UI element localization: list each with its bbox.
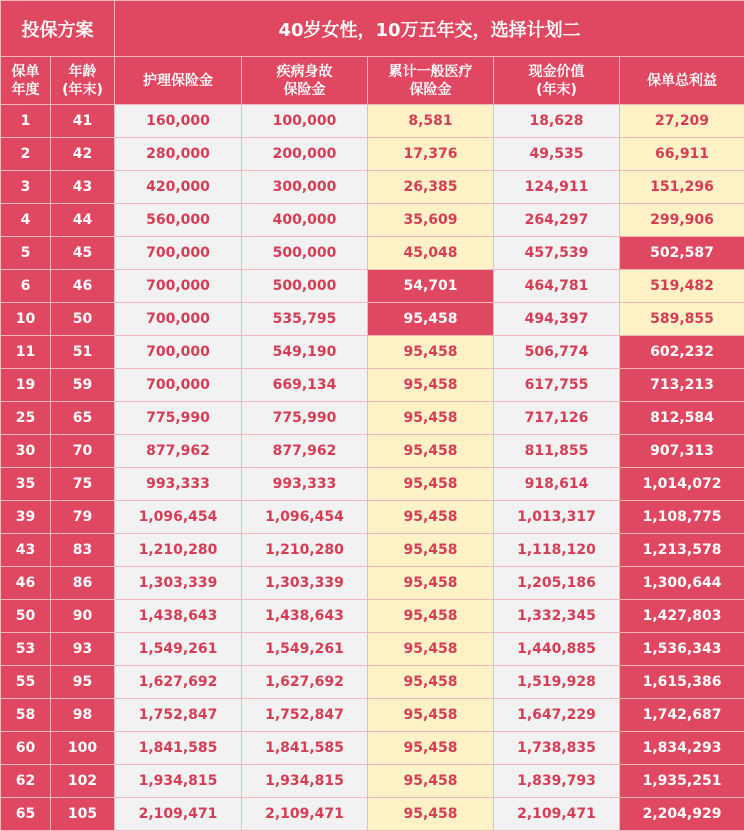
col-header-nursing-benefit [115, 57, 242, 105]
cell-total-benefit: 1,536,343 [620, 633, 744, 666]
cell-total-benefit: 27,209 [620, 105, 744, 138]
cell-total-benefit: 1,014,072 [620, 468, 744, 501]
cell-cash-value: 717,126 [494, 402, 620, 435]
table-row [1, 435, 744, 468]
cell-medical-benefit: 95,458 [368, 633, 494, 666]
cell-total-benefit: 1,213,578 [620, 534, 744, 567]
cell-medical-benefit: 95,458 [368, 732, 494, 765]
cell-cash-value: 2,109,471 [494, 798, 620, 831]
cell-death-benefit: 1,096,454 [242, 501, 368, 534]
cell-nursing-benefit: 877,962 [115, 435, 242, 468]
cell-total-benefit: 502,587 [620, 237, 744, 270]
cell-policy-year: 35 [1, 468, 51, 501]
cell-total-benefit: 589,855 [620, 303, 744, 336]
cell-death-benefit: 669,134 [242, 369, 368, 402]
cell-policy-year: 43 [1, 534, 51, 567]
cell-total-benefit: 1,742,687 [620, 699, 744, 732]
cell-death-benefit: 775,990 [242, 402, 368, 435]
cell-cash-value: 1,440,885 [494, 633, 620, 666]
cell-medical-benefit: 95,458 [368, 468, 494, 501]
cell-nursing-benefit: 775,990 [115, 402, 242, 435]
cell-total-benefit: 1,427,803 [620, 600, 744, 633]
cell-nursing-benefit: 700,000 [115, 336, 242, 369]
cell-policy-year: 60 [1, 732, 51, 765]
col-header-line: 保单 [11, 63, 40, 80]
col-header-policy-year [1, 57, 51, 105]
cell-cash-value: 1,738,835 [494, 732, 620, 765]
cell-policy-year: 62 [1, 765, 51, 798]
cell-total-benefit: 519,482 [620, 270, 744, 303]
table-row [1, 105, 744, 138]
cell-total-benefit: 907,313 [620, 435, 744, 468]
table-row [1, 270, 744, 303]
cell-nursing-benefit: 1,841,585 [115, 732, 242, 765]
cell-total-benefit: 812,584 [620, 402, 744, 435]
cell-cash-value: 1,332,345 [494, 600, 620, 633]
cell-age: 95 [51, 666, 115, 699]
cell-policy-year: 2 [1, 138, 51, 171]
cell-age: 46 [51, 270, 115, 303]
cell-age: 70 [51, 435, 115, 468]
cell-policy-year: 6 [1, 270, 51, 303]
table-row [1, 798, 744, 831]
cell-death-benefit: 1,549,261 [242, 633, 368, 666]
cell-cash-value: 1,647,229 [494, 699, 620, 732]
cell-medical-benefit: 8,581 [368, 105, 494, 138]
cell-policy-year: 50 [1, 600, 51, 633]
cell-policy-year: 55 [1, 666, 51, 699]
table-row [1, 369, 744, 402]
cell-nursing-benefit: 700,000 [115, 237, 242, 270]
cell-cash-value: 918,614 [494, 468, 620, 501]
cell-policy-year: 3 [1, 171, 51, 204]
cell-medical-benefit: 95,458 [368, 798, 494, 831]
cell-death-benefit: 1,752,847 [242, 699, 368, 732]
cell-medical-benefit: 95,458 [368, 567, 494, 600]
cell-medical-benefit: 35,609 [368, 204, 494, 237]
title-row [1, 1, 744, 57]
table-row [1, 765, 744, 798]
cell-total-benefit: 2,204,929 [620, 798, 744, 831]
cell-total-benefit: 1,108,775 [620, 501, 744, 534]
cell-death-benefit: 1,210,280 [242, 534, 368, 567]
cell-total-benefit: 713,213 [620, 369, 744, 402]
cell-cash-value: 457,539 [494, 237, 620, 270]
col-header-line: 保险金 [283, 81, 326, 98]
table-row [1, 666, 744, 699]
col-header-line: 保险金 [409, 81, 452, 98]
cell-nursing-benefit: 1,934,815 [115, 765, 242, 798]
cell-age: 93 [51, 633, 115, 666]
cell-age: 98 [51, 699, 115, 732]
table-row [1, 171, 744, 204]
cell-medical-benefit: 95,458 [368, 303, 494, 336]
cell-medical-benefit: 45,048 [368, 237, 494, 270]
cell-medical-benefit: 95,458 [368, 534, 494, 567]
cell-nursing-benefit: 700,000 [115, 369, 242, 402]
cell-death-benefit: 535,795 [242, 303, 368, 336]
cell-medical-benefit: 95,458 [368, 501, 494, 534]
cell-age: 43 [51, 171, 115, 204]
col-header-line: 累计一般医疗 [388, 63, 473, 80]
cell-policy-year: 65 [1, 798, 51, 831]
cell-medical-benefit: 95,458 [368, 765, 494, 798]
col-header-death-benefit [242, 57, 368, 105]
cell-age: 51 [51, 336, 115, 369]
cell-total-benefit: 66,911 [620, 138, 744, 171]
col-header-line: 年龄 [68, 63, 97, 80]
cell-medical-benefit: 26,385 [368, 171, 494, 204]
cell-age: 102 [51, 765, 115, 798]
table-row [1, 204, 744, 237]
table-row [1, 567, 744, 600]
cell-age: 41 [51, 105, 115, 138]
cell-medical-benefit: 95,458 [368, 402, 494, 435]
cell-nursing-benefit: 420,000 [115, 171, 242, 204]
cell-medical-benefit: 17,376 [368, 138, 494, 171]
col-header-medical-benefit [368, 57, 494, 105]
cell-nursing-benefit: 1,303,339 [115, 567, 242, 600]
cell-nursing-benefit: 2,109,471 [115, 798, 242, 831]
cell-nursing-benefit: 1,210,280 [115, 534, 242, 567]
table-row [1, 303, 744, 336]
table-row [1, 501, 744, 534]
col-header-line: (年末) [62, 81, 103, 98]
cell-cash-value: 617,755 [494, 369, 620, 402]
cell-death-benefit: 200,000 [242, 138, 368, 171]
table-row [1, 699, 744, 732]
cell-age: 105 [51, 798, 115, 831]
cell-cash-value: 1,519,928 [494, 666, 620, 699]
cell-age: 75 [51, 468, 115, 501]
cell-death-benefit: 1,303,339 [242, 567, 368, 600]
cell-death-benefit: 1,841,585 [242, 732, 368, 765]
cell-age: 44 [51, 204, 115, 237]
cell-medical-benefit: 95,458 [368, 600, 494, 633]
table-title: 40岁女性，10万五年交，选择计划二 [115, 1, 744, 57]
cell-total-benefit: 1,300,644 [620, 567, 744, 600]
cell-total-benefit: 1,935,251 [620, 765, 744, 798]
col-header-total-benefit [620, 57, 744, 105]
col-header-line: 保单总利益 [647, 72, 718, 89]
col-header-line: (年末) [536, 81, 577, 98]
table-row [1, 633, 744, 666]
table-row [1, 336, 744, 369]
cell-nursing-benefit: 1,438,643 [115, 600, 242, 633]
cell-nursing-benefit: 1,627,692 [115, 666, 242, 699]
cell-total-benefit: 1,834,293 [620, 732, 744, 765]
cell-policy-year: 11 [1, 336, 51, 369]
cell-medical-benefit: 95,458 [368, 699, 494, 732]
cell-age: 45 [51, 237, 115, 270]
col-header-cash-value [494, 57, 620, 105]
cell-death-benefit: 2,109,471 [242, 798, 368, 831]
cell-total-benefit: 602,232 [620, 336, 744, 369]
cell-nursing-benefit: 1,096,454 [115, 501, 242, 534]
cell-policy-year: 4 [1, 204, 51, 237]
cell-age: 79 [51, 501, 115, 534]
cell-cash-value: 494,397 [494, 303, 620, 336]
cell-policy-year: 30 [1, 435, 51, 468]
cell-cash-value: 1,013,317 [494, 501, 620, 534]
cell-medical-benefit: 54,701 [368, 270, 494, 303]
cell-policy-year: 53 [1, 633, 51, 666]
cell-policy-year: 1 [1, 105, 51, 138]
table-row [1, 138, 744, 171]
cell-nursing-benefit: 160,000 [115, 105, 242, 138]
table-row [1, 534, 744, 567]
cell-policy-year: 10 [1, 303, 51, 336]
cell-cash-value: 1,118,120 [494, 534, 620, 567]
cell-medical-benefit: 95,458 [368, 336, 494, 369]
cell-nursing-benefit: 700,000 [115, 303, 242, 336]
cell-policy-year: 25 [1, 402, 51, 435]
cell-total-benefit: 299,906 [620, 204, 744, 237]
cell-nursing-benefit: 280,000 [115, 138, 242, 171]
cell-death-benefit: 400,000 [242, 204, 368, 237]
col-header-line: 现金价值 [528, 63, 585, 80]
table-body [1, 105, 744, 831]
col-header-line: 护理保险金 [143, 72, 213, 89]
cell-death-benefit: 877,962 [242, 435, 368, 468]
cell-nursing-benefit: 1,752,847 [115, 699, 242, 732]
cell-death-benefit: 993,333 [242, 468, 368, 501]
cell-nursing-benefit: 993,333 [115, 468, 242, 501]
cell-policy-year: 19 [1, 369, 51, 402]
cell-death-benefit: 1,934,815 [242, 765, 368, 798]
table-row [1, 237, 744, 270]
cell-nursing-benefit: 560,000 [115, 204, 242, 237]
cell-cash-value: 464,781 [494, 270, 620, 303]
cell-total-benefit: 1,615,386 [620, 666, 744, 699]
cell-cash-value: 264,297 [494, 204, 620, 237]
cell-age: 90 [51, 600, 115, 633]
col-header-line: 年度 [11, 81, 40, 98]
cell-policy-year: 5 [1, 237, 51, 270]
cell-policy-year: 46 [1, 567, 51, 600]
cell-death-benefit: 1,627,692 [242, 666, 368, 699]
col-header-line: 疾病身故 [276, 63, 333, 80]
cell-policy-year: 39 [1, 501, 51, 534]
cell-age: 42 [51, 138, 115, 171]
cell-total-benefit: 151,296 [620, 171, 744, 204]
cell-age: 83 [51, 534, 115, 567]
cell-age: 59 [51, 369, 115, 402]
cell-cash-value: 49,535 [494, 138, 620, 171]
cell-age: 86 [51, 567, 115, 600]
cell-death-benefit: 549,190 [242, 336, 368, 369]
cell-age: 100 [51, 732, 115, 765]
col-header-age [51, 57, 115, 105]
cell-policy-year: 58 [1, 699, 51, 732]
cell-death-benefit: 300,000 [242, 171, 368, 204]
cell-cash-value: 124,911 [494, 171, 620, 204]
table-row [1, 732, 744, 765]
cell-medical-benefit: 95,458 [368, 435, 494, 468]
table-row [1, 468, 744, 501]
plan-label: 投保方案 [1, 1, 115, 57]
table-row [1, 402, 744, 435]
cell-age: 65 [51, 402, 115, 435]
cell-cash-value: 1,205,186 [494, 567, 620, 600]
cell-cash-value: 506,774 [494, 336, 620, 369]
column-header-row [1, 57, 744, 105]
cell-death-benefit: 100,000 [242, 105, 368, 138]
cell-death-benefit: 500,000 [242, 270, 368, 303]
cell-nursing-benefit: 700,000 [115, 270, 242, 303]
cell-cash-value: 18,628 [494, 105, 620, 138]
cell-cash-value: 1,839,793 [494, 765, 620, 798]
cell-nursing-benefit: 1,549,261 [115, 633, 242, 666]
table-row [1, 600, 744, 633]
cell-death-benefit: 500,000 [242, 237, 368, 270]
cell-medical-benefit: 95,458 [368, 666, 494, 699]
cell-cash-value: 811,855 [494, 435, 620, 468]
cell-death-benefit: 1,438,643 [242, 600, 368, 633]
cell-age: 50 [51, 303, 115, 336]
cell-medical-benefit: 95,458 [368, 369, 494, 402]
